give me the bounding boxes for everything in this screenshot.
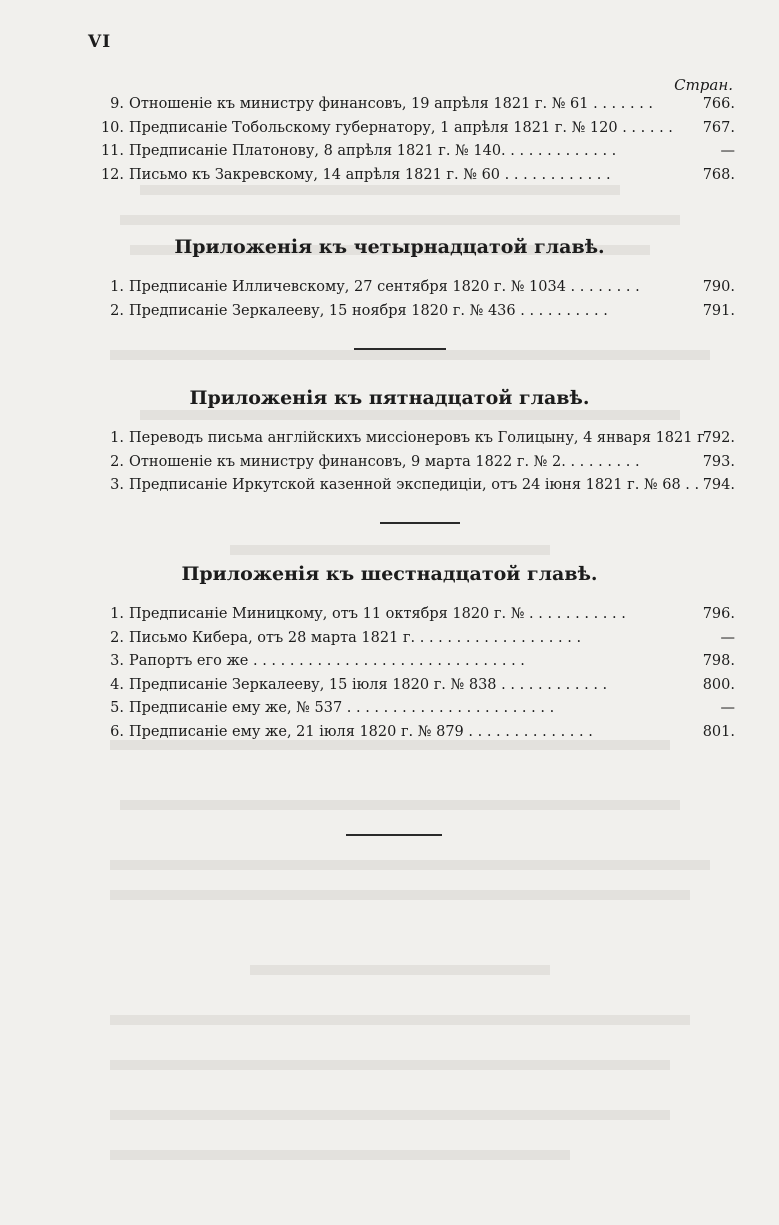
toc-entry — [0, 117, 779, 141]
toc-entry — [0, 674, 779, 698]
entry-number: 2. — [110, 302, 124, 319]
toc-entry — [0, 627, 779, 651]
section-chapter-14 — [0, 236, 779, 323]
entry-page: 766. — [702, 96, 735, 112]
entry-number: 11. — [100, 143, 124, 159]
entry-page: 768. — [702, 166, 735, 183]
continued-entries — [0, 93, 779, 187]
entry-page: 798. — [702, 653, 735, 669]
entry-page: 801. — [702, 723, 735, 740]
section-divider — [354, 348, 446, 350]
entry-text: Предписаніе Иркутской казенной экспедиціи, отъ 24 іюня 1821 г. № 68 . . — [129, 477, 700, 493]
entry-number: 3. — [110, 653, 124, 669]
entry-text: Переводъ письма англійскихъ миссіонеровъ къ Голицыну, 4 января 1821 г. — [129, 430, 710, 446]
toc-entry — [0, 140, 779, 164]
entry-number: 1. — [110, 430, 124, 446]
toc-entry — [0, 300, 779, 324]
toc-entry — [0, 451, 779, 475]
entry-number: 5. — [110, 700, 124, 716]
entry-page: 793. — [702, 453, 735, 470]
entry-page: 800. — [702, 676, 735, 693]
section-title: Приложенія къ пятнадцатой главѣ. — [189, 387, 590, 409]
entry-number: 1. — [110, 606, 124, 622]
entry-number: 2. — [110, 453, 124, 470]
entry-text: Предписаніе ему же, 21 іюля 1820 г. № 879 . . . . . . . . . . . . . . — [129, 723, 593, 740]
entry-text: Письмо Кибера, отъ 28 марта 1821 г. . . . . . . . . . . . . . . . . . . — [129, 629, 582, 646]
section-title: Приложенія къ шестнадцатой главѣ. — [181, 563, 598, 585]
entry-page: 796. — [702, 606, 735, 622]
entry-text: Предписаніе Илличевскому, 27 сентября 1820 г. № 1034 . . . . . . . . — [129, 279, 640, 295]
entry-number: 2. — [110, 629, 124, 646]
entry-number: 1. — [110, 279, 124, 295]
toc-entry — [0, 603, 779, 627]
column-header-pages: Стран. — [674, 76, 733, 94]
entry-text: Письмо къ Закревскому, 14 апрѣля 1821 г. № 60 . . . . . . . . . . . . — [129, 166, 611, 183]
entry-number: 12. — [100, 166, 124, 183]
entry-number: 3. — [110, 477, 124, 493]
page-number: VI — [88, 32, 112, 52]
entry-text: Отношеніе къ министру финансовъ, 19 апрѣля 1821 г. № 61 . . . . . . . — [129, 96, 654, 112]
entry-page: 794. — [702, 477, 735, 493]
entry-number: 9. — [110, 96, 124, 112]
entry-text: Предписаніе Зеркалееву, 15 іюля 1820 г. № 838 . . . . . . . . . . . . — [129, 676, 608, 693]
entry-number: 10. — [100, 119, 124, 136]
section-chapter-16 — [0, 563, 779, 744]
entry-page: 790. — [702, 279, 735, 295]
entry-page: 792. — [702, 430, 735, 446]
toc-entry — [0, 650, 779, 674]
entry-text: Предписаніе Тобольскому губернатору, 1 апрѣля 1821 г. № 120 . . . . . . — [129, 119, 673, 136]
toc-entry — [0, 276, 779, 300]
entry-number: 6. — [110, 723, 124, 740]
entry-page: — — [720, 143, 735, 159]
entry-text: Предписаніе ему же, № 537 . . . . . . . . . . . . . . . . . . . . . . . — [129, 700, 555, 716]
entry-page: 791. — [702, 302, 735, 319]
toc-entry — [0, 93, 779, 117]
section-title: Приложенія къ четырнадцатой главѣ. — [174, 236, 605, 258]
entry-page: — — [720, 700, 735, 716]
entry-page: — — [720, 629, 735, 646]
entry-text: Рапортъ его же . . . . . . . . . . . . . . . . . . . . . . . . . . . . . . — [129, 653, 525, 669]
entry-number: 4. — [110, 676, 124, 693]
toc-entry — [0, 427, 779, 451]
toc-entry — [0, 164, 779, 188]
toc-entry — [0, 721, 779, 745]
entry-text: Предписаніе Миницкому, отъ 11 октября 1820 г. № . . . . . . . . . . . — [129, 606, 626, 622]
toc-entry — [0, 697, 779, 721]
section-divider — [380, 522, 460, 524]
entry-text: Предписаніе Зеркалееву, 15 ноября 1820 г. № 436 . . . . . . . . . . — [129, 302, 608, 319]
toc-entry — [0, 474, 779, 498]
entry-text: Отношеніе къ министру финансовъ, 9 марта 1822 г. № 2. . . . . . . . . — [129, 453, 640, 470]
entry-text: Предписаніе Платонову, 8 апрѣля 1821 г. № 140. . . . . . . . . . . . . — [129, 143, 617, 159]
section-chapter-15 — [0, 387, 779, 498]
section-divider — [346, 834, 442, 836]
entry-page: 767. — [702, 119, 735, 136]
